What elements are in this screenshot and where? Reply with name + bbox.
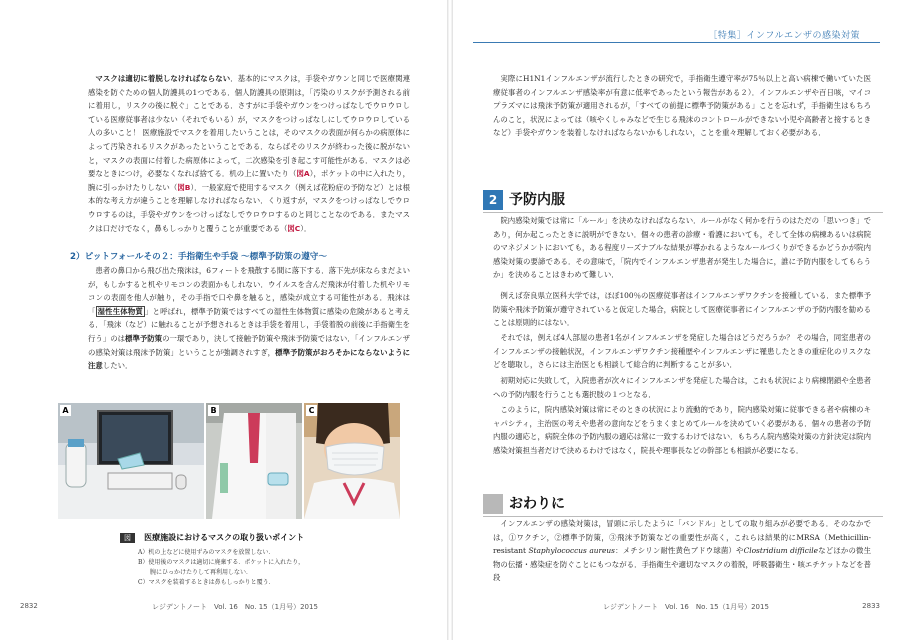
photo-a-label: A [60,405,71,416]
text-run: インフルエンザの感染対策は，冒頭に示したように「バンドル」としての取り組みが必要である．そのなかでは，①ワクチン，②標準予防策，③飛沫予防策などの重要性が高く，これらは結果的にMRSA（Methicillin-resistant [493,519,871,556]
section-number: 2 [483,190,503,210]
left-page [0,0,447,640]
text-run: ．基本的にマスクは，手袋やガウンと同じで医療関連感染を防ぐための個人防護具の1つである．個人防護具の原則は，「汚染のリスクが予測される前に着用し，リスクの後に脱ぐ」ことである．さすがに手袋やガウンをつけっぱなしでウロウロしている医療従事者は少ない（それでもいる）が，マスクをつけっぱなしにしてウロウロしている人の多いこと！ 医療施設でマスクを着用したいうことは，そのマスクの表面が何らかの病原体によって汚染されるリスクがあったということである．ならばそのリスクが終わった後に脱がないと，マスクの表面に付着した病原体によって，二次感染を引き起こす可能性がある．マスクは必要なときにつけ，必要なくなれば捨てる．机の上に置いたり（ [88,74,410,179]
figure-title: 医療施設におけるマスクの取り扱いポイント [144,533,305,542]
text-run: 湿性生体物質 [97,306,143,316]
text-run: 」と呼ばれ，標準予防策ではすべての湿性生体物質に感染の危険があると考える．「飛沫（など）に触れることが予想されるときは手袋を着用し，手袋着脱の前後に手指衛生を行う」のは [88,306,410,343]
text-run: 標準予防策がおろそかにならないように注意 [88,347,410,371]
text-run: ），ポケットの中に入れたり，腕に引っかけたりしない（ [88,169,410,192]
prophylaxis-paragraph-initial: 初期対応に失敗して，入院患者が次々にインフルエンザを発症した場合は，これも状況により病棟閉鎖や全患者への予防内服を行うことも選択肢の１つとなる． [493,376,871,399]
section-title: おわりに [509,496,565,512]
photo-b-image [206,403,302,519]
right-journal-footer: レジデントノート Vol. 16 No. 15（1月号）2015 [603,603,769,611]
text-run: マスクは適切に着脱しなければならない [95,74,231,83]
text-run: 患者の鼻口から飛び出た飛沫は，6フィートを飛散する間に落下する．落下先が床ならまだよいが，もしかすると机やリモコンの表面かもしれない．ウイルスを含んだ飛沫が付着した机やリモコンの表面を他人が触り，その手指で口や鼻を触ると，感染が成立する可能性がある．飛沫は「 [88,266,410,316]
text-run: の一環であり，決して接触予防策や飛沫予防策ではない．「インフルエンザの感染対策は飛沫予防策」ということが強調されすぎ， [88,333,410,357]
conclusion-paragraph [493,517,871,585]
photo-c-mask-covering-nose [304,403,400,519]
text-run: Clostridium difficile [743,546,819,556]
prophylaxis-paragraph-rules: 院内感染対策では常に「ルール」を決めなければならない．ルールがなく何かを行うのはただの「思いつき」であり，何か起こったときに説明ができない．個々の患者の診療・看護においても，そして全体の病棟あるいは病院のマネジメントにおいても，ある程度リーズナブルな結果が導かれるようなルールづくりができるかどうかが院内感染対策の要諦である．その意味で，「院内でインフルエンザ患者が発生した場合に，誰に予防内服をしてもらうか」を決めることはきわめて難しい． [493,216,871,280]
photo-c-label: C [306,405,317,416]
prophylaxis-paragraph-4bed: それでは，例えば4人部屋の患者1名がインフルエンザを発症した場合はどうだろうか？ その場合，同室患者のインフルエンザの接触状況，インフルエンザワクチン接種歴やインフルエンザに罹患したときの重症化のリスクなどを聴取し，さらには主治医とも相談して総合的に判断することが多い． [493,333,871,370]
left-paragraph-hand-hygiene [88,264,410,373]
prophylaxis-paragraph-flexible: このように，院内感染対策は常にそのときの状況により流動的であり，院内感染対策に従事できる者や病棟のキャパシティ，主治医の考えや患者の意向などをうまくまとめてルールを決めていく必要がある．個々の患者の予防内服の適応と，病院全体の予防内服の適応は常に一致するわけではない．もちろん院内感染対策の方針決定は院内感染対策担当者だけで決めるわけではなく，院長や理事長などの幹部とも相談が必要になる． [493,405,871,455]
section-conclusion-heading [483,494,883,517]
text-run: などほかの微生物の伝播・感染症を防ぐことにもつながる．手指衛生や適切なマスクの着脱，呼吸器衛生・咳エチケットなどを普段 [493,546,871,583]
left-paragraph-mask [88,72,410,235]
photo-b-mask-on-arm [206,403,302,519]
text-run: 標準予防策 [125,333,163,343]
figure-label: 図 [120,533,135,543]
header-rule [473,42,880,43]
text-run: ）． [300,223,312,233]
section-marker [483,494,503,514]
figure-item: B）使用後のマスクは適切に廃棄する．ポケットに入れたり， [138,559,305,566]
figure-reference: 図C [287,223,301,233]
right-page-number: 2833 [862,602,880,610]
text-run: ）．一般家庭で使用するマスク（例えば花粉症の予防など）とは根本的な考え方が違うことを理解しなければならない．くり返すが，マスクをつけっぱなしでウロウロするのは，手袋やガウンをつけっぱなしでウロウロするのと同じことなのである．またマスクは口だけでなく，鼻もしっかりと覆うことが重要である（ [88,182,410,233]
section-title: 予防内服 [509,192,565,208]
photo-a-image [58,403,204,519]
figure-item: A）机の上などに使用ずみのマスクを放置しない． [138,549,275,556]
text-run: したい． [102,361,133,371]
photo-a-mask-on-desk [58,403,204,519]
figure-caption [120,527,304,588]
left-journal-footer: レジデントノート Vol. 16 No. 15（1月号）2015 [152,603,318,611]
pitfall-2-heading: 2）ピットフォールその２：手指衛生や手袋 ～標準予防策の遵守～ [70,252,327,262]
photo-c-image [304,403,400,519]
right-paragraph-h1n1: 実際にH1N1インフルエンザが流行したときの研究で，手指衛生遵守率が75％以上と高い病棟で働いていた医療従事者のインフルエンザ感染率が有意に低率であったという報告がある２）．インフルエンザや百日咳，マイコプラズマには飛沫予防策が適用されるが，「すべての前提に標準予防策がある」ことを忘れず，手指衛生はもちろんのこと，状況によっては（咳やくしゃみなどで生じる飛沫のコントロールができない小児や高齢者と接するときなど）手袋やガウンを装着しなければならないかもしれない，ことを重々理解しておく必要がある． [493,74,871,138]
section-prophylaxis-heading [483,190,883,213]
right-page [453,0,900,640]
left-page-number: 2832 [20,602,38,610]
figure-item: C）マスクを装着するときは鼻もしっかりと覆う． [138,579,275,586]
figure-item: 腕にひっかけたりして再利用しない． [138,569,253,576]
figure-reference: 図B [177,182,191,192]
figure-items [138,548,304,588]
text-run: ：メチシリン耐性黄色ブドウ球菌）や [614,546,744,556]
figure-reference: 図A [296,169,310,179]
photo-b-label: B [208,405,219,416]
prophylaxis-paragraph-nara: 例えば奈良県立医科大学では，ほぼ100％の医療従事者はインフルエンザワクチンを接種している．また標準予防策や飛沫予防策が遵守されていると仮定した場合，病院として医療従事者にインフルエンザの予防内服を勧めることは原則的にはない． [493,291,871,328]
feature-header-tag: ［特集］インフルエンザの感染対策 [708,31,860,41]
text-run: Staphylococcus aureus [528,546,615,556]
